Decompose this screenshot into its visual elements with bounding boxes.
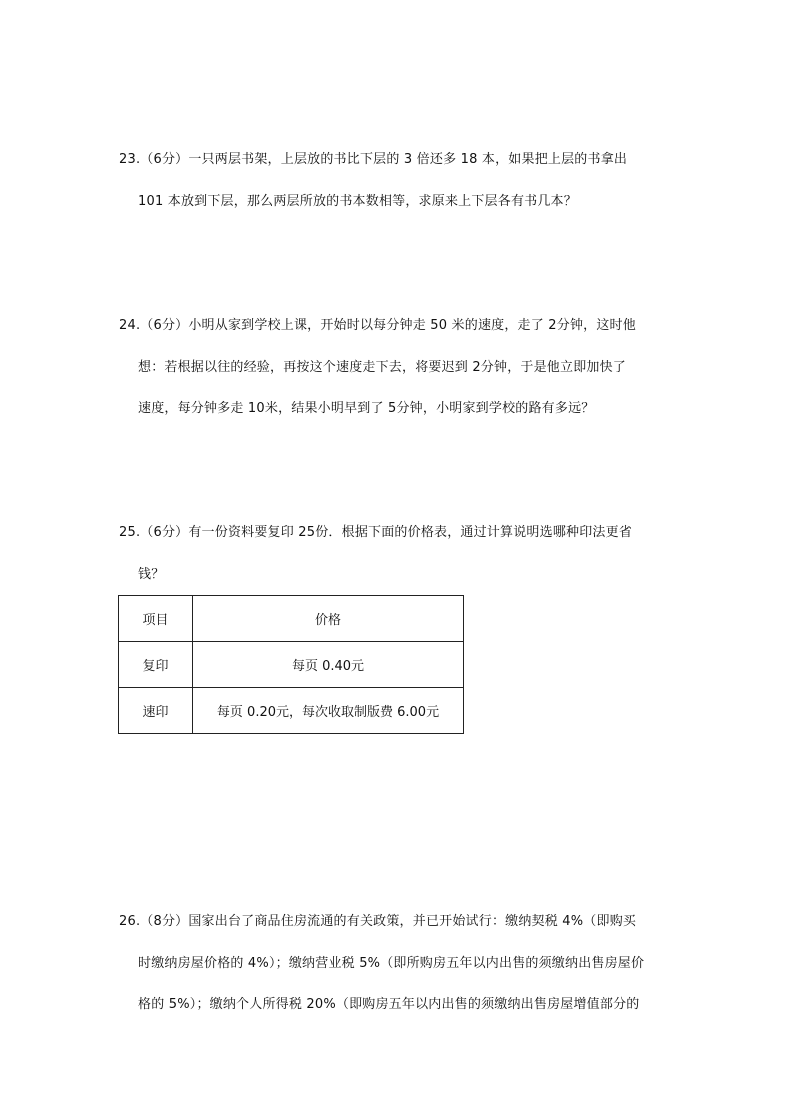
table-header-cell: 项目 (119, 596, 193, 642)
question-24-line-1: 24.（6分）小明从家到学校上课，开始时以每分钟走 50 米的速度，走了 2分钟，这时他 (119, 318, 636, 333)
table-row (119, 688, 464, 734)
question-25-line-2: 钱？ (138, 567, 165, 582)
question-24-line-3: 速度，每分钟多走 10米，结果小明早到了 5分钟，小明家到学校的路有多远？ (138, 401, 595, 416)
question-23-line-2: 101 本放到下层，那么两层所放的书本数相等，求原来上下层各有书几本？ (138, 194, 577, 209)
table-cell: 复印 (119, 642, 193, 688)
question-26-line-1: 26.（8分）国家出台了商品住房流通的有关政策，并已开始试行：缴纳契税 4%（即购买 (119, 914, 637, 929)
question-25-line-1: 25.（6分）有一份资料要复印 25份．根据下面的价格表，通过计算说明选哪种印法更省 (119, 525, 633, 540)
table-header-row (119, 596, 464, 642)
table-cell: 每页 0.20元，每次收取制版费 6.00元 (193, 688, 464, 734)
question-26-line-2: 时缴纳房屋价格的 4%）；缴纳营业税 5%（即所购房五年以内出售的须缴纳出售房屋价 (138, 956, 645, 971)
table-cell: 每页 0.40元 (193, 642, 464, 688)
price-table (118, 595, 464, 734)
question-26-line-3: 格的 5%）；缴纳个人所得税 20%（即购房五年以内出售的须缴纳出售房屋增值部分的 (138, 997, 640, 1012)
table-cell: 速印 (119, 688, 193, 734)
question-24-line-2: 想：若根据以往的经验，再按这个速度走下去，将要迟到 2分钟，于是他立即加快了 (138, 360, 627, 375)
table-header-cell: 价格 (193, 596, 464, 642)
question-23-line-1: 23.（6分）一只两层书架，上层放的书比下层的 3 倍还多 18 本，如果把上层的书拿出 (119, 152, 628, 167)
table-row (119, 642, 464, 688)
